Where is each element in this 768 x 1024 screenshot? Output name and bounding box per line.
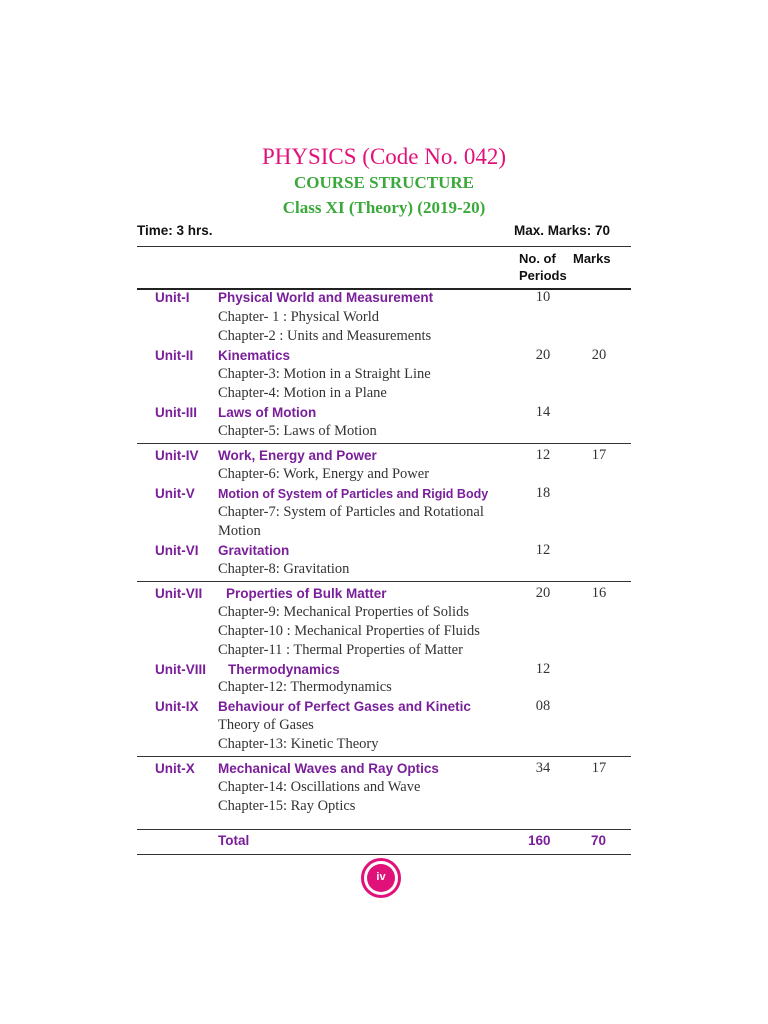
unit-periods: 14 [535,404,551,420]
total-marks: 70 [591,833,607,848]
periods-header [519,250,567,284]
unit-marks: 17 [591,447,607,463]
unit-periods: 34 [535,760,551,776]
unit-title: Gravitation [218,543,290,558]
chapter-item: Theory of Gases [218,717,314,733]
unit-marks: 20 [591,347,607,363]
marks-header: Marks [573,251,611,266]
group-divider [137,443,631,444]
chapter-item: Chapter-11 : Thermal Properties of Matter [218,642,463,658]
chapter-item: Chapter-8: Gravitation [218,561,350,577]
total-bottom-rule [137,854,631,855]
unit-label: Unit-IX [155,699,199,714]
unit-label: Unit-VII [155,586,203,601]
unit-label: Unit-VI [155,543,199,558]
header-top-rule [137,246,631,247]
total-label: Total [218,833,250,848]
course-structure-heading: COURSE STRUCTURE [294,173,474,192]
chapter-item: Chapter-12: Thermodynamics [218,679,392,695]
unit-periods: 12 [535,661,551,677]
chapter-item: Chapter-9: Mechanical Properties of Solids [218,604,469,620]
unit-periods: 12 [535,542,551,558]
unit-title: Motion of System of Particles and Rigid Body [218,487,489,501]
class-heading: Class XI (Theory) (2019-20) [282,198,486,217]
unit-periods: 20 [535,347,551,363]
chapter-item: Chapter-3: Motion in a Straight Line [218,366,431,382]
chapter-item: Chapter-15: Ray Optics [218,798,356,814]
chapter-item: Chapter-7: System of Particles and Rotational [218,504,484,520]
group-divider [137,756,631,757]
chapter-item: Chapter- 1 : Physical World [218,309,379,325]
unit-title: Work, Energy and Power [218,448,377,463]
unit-label: Unit-IV [155,448,199,463]
unit-title: Physical World and Measurement [218,290,434,305]
unit-periods: 12 [535,447,551,463]
unit-label: Unit-X [155,761,195,776]
chapter-item: Chapter-13: Kinetic Theory [218,736,379,752]
group-divider [137,581,631,582]
unit-label: Unit-V [155,486,195,501]
unit-label: Unit-II [155,348,194,363]
unit-label: Unit-I [155,290,190,305]
page-title: PHYSICS (Code No. 042) [261,144,507,169]
chapter-item: Chapter-10 : Mechanical Properties of Fluids [218,623,480,639]
page-number-badge [361,858,401,898]
unit-title: Mechanical Waves and Ray Optics [218,761,439,776]
chapter-item: Motion [218,523,261,539]
unit-label: Unit-VIII [155,662,206,677]
page-number: iv [367,864,395,892]
time-label: Time: 3 hrs. [137,223,213,238]
unit-label: Unit-III [155,405,197,420]
unit-marks: 16 [591,585,607,601]
unit-title: Kinematics [218,348,291,363]
unit-marks: 17 [591,760,607,776]
chapter-item: Chapter-6: Work, Energy and Power [218,466,430,482]
chapter-item: Chapter-14: Oscillations and Wave [218,779,421,795]
unit-title: Laws of Motion [218,405,317,420]
unit-title: Thermodynamics [228,662,340,677]
unit-periods: 10 [535,289,551,305]
max-marks-label: Max. Marks: 70 [514,223,611,238]
chapter-item: Chapter-4: Motion in a Plane [218,385,387,401]
unit-title: Behaviour of Perfect Gases and Kinetic [218,699,471,714]
chapter-item: Chapter-5: Laws of Motion [218,423,377,439]
periods-header-line1: No. of [519,251,556,266]
unit-periods: 08 [535,698,551,714]
unit-title: Properties of Bulk Matter [226,586,387,601]
chapter-item: Chapter-2 : Units and Measurements [218,328,432,344]
unit-periods: 18 [535,485,551,501]
total-top-rule [137,829,631,830]
periods-header-line2: Periods [519,268,567,283]
total-periods: 160 [528,833,551,848]
unit-periods: 20 [535,585,551,601]
